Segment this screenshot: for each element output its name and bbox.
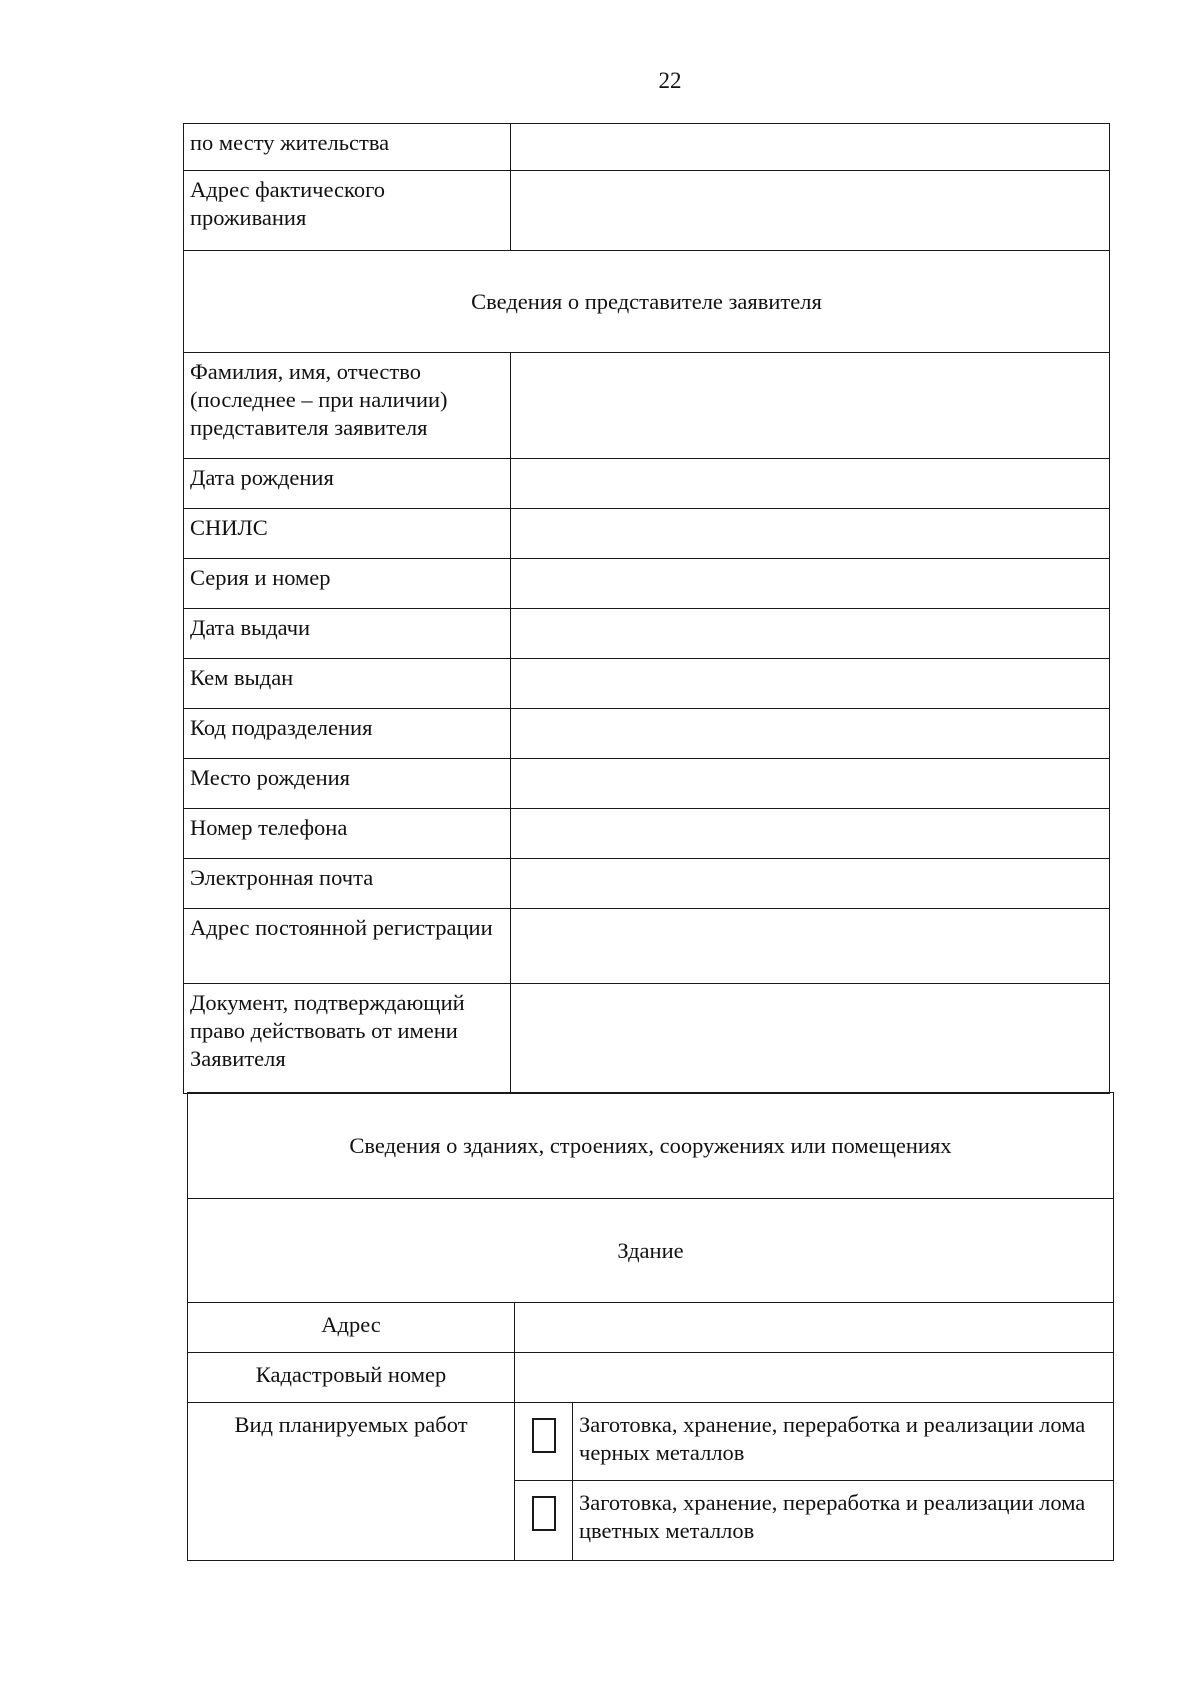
table-row — [188, 1303, 1114, 1353]
field-value-authority-document[interactable] — [511, 984, 1110, 1094]
table-row — [184, 124, 1110, 171]
field-label-cadastral-number: Кадастровый номер — [188, 1353, 515, 1403]
table-row — [188, 1353, 1114, 1403]
buildings-section-title: Сведения о зданиях, строениях, сооружениях или помещениях — [188, 1093, 1114, 1199]
field-label-work-type: Вид планируемых работ — [188, 1403, 515, 1561]
nonferrous-metals-option-label: Заготовка, хранение, переработка и реализации лома цветных металлов — [573, 1481, 1114, 1561]
section-row — [188, 1093, 1114, 1199]
field-label-residence: по месту жительства — [184, 124, 511, 171]
ferrous-metals-option-label: Заготовка, хранение, переработка и реализации лома черных металлов — [573, 1403, 1114, 1481]
nonferrous-metals-checkbox[interactable] — [532, 1496, 556, 1531]
field-label-rep-full-name: Фамилия, имя, отчество (последнее – при наличии) представителя заявителя — [184, 353, 511, 459]
table-row — [184, 559, 1110, 609]
field-value-division-code[interactable] — [511, 709, 1110, 759]
table-row — [184, 609, 1110, 659]
field-label-passport-series-number: Серия и номер — [184, 559, 511, 609]
field-value-actual-address[interactable] — [511, 171, 1110, 251]
table-row — [184, 859, 1110, 909]
field-value-phone[interactable] — [511, 809, 1110, 859]
table-row — [184, 509, 1110, 559]
field-label-registration-address: Адрес постоянной регистрации — [184, 909, 511, 984]
ferrous-metals-checkbox[interactable] — [532, 1418, 556, 1453]
table-row — [184, 171, 1110, 251]
field-label-phone: Номер телефона — [184, 809, 511, 859]
field-label-email: Электронная почта — [184, 859, 511, 909]
checkbox-cell — [515, 1481, 573, 1561]
field-value-birth-place[interactable] — [511, 759, 1110, 809]
table-row — [188, 1403, 1114, 1481]
building-subtitle: Здание — [188, 1199, 1114, 1303]
field-value-birth-date[interactable] — [511, 459, 1110, 509]
table-row — [184, 759, 1110, 809]
table-row — [184, 459, 1110, 509]
page-number: 22 — [658, 68, 682, 93]
field-value-rep-full-name[interactable] — [511, 353, 1110, 459]
field-value-email[interactable] — [511, 859, 1110, 909]
table-row — [184, 353, 1110, 459]
field-label-issue-date: Дата выдачи — [184, 609, 511, 659]
field-value-building-address[interactable] — [515, 1303, 1114, 1353]
field-value-passport-series-number[interactable] — [511, 559, 1110, 609]
representative-section-title: Сведения о представителе заявителя — [184, 251, 1110, 353]
field-value-cadastral-number[interactable] — [515, 1353, 1114, 1403]
checkbox-cell — [515, 1403, 573, 1481]
field-label-division-code: Код подразделения — [184, 709, 511, 759]
table-row — [184, 909, 1110, 984]
section-row — [184, 251, 1110, 353]
table-row — [184, 984, 1110, 1094]
field-value-issue-date[interactable] — [511, 609, 1110, 659]
field-label-snils: СНИЛС — [184, 509, 511, 559]
field-label-actual-address: Адрес фактического проживания — [184, 171, 511, 251]
table-row — [184, 709, 1110, 759]
field-value-residence[interactable] — [511, 124, 1110, 171]
table-row — [184, 809, 1110, 859]
field-label-birth-date: Дата рождения — [184, 459, 511, 509]
field-label-issued-by: Кем выдан — [184, 659, 511, 709]
field-label-building-address: Адрес — [188, 1303, 515, 1353]
field-value-registration-address[interactable] — [511, 909, 1110, 984]
building-form-table — [187, 1092, 1114, 1561]
section-row — [188, 1199, 1114, 1303]
field-label-birth-place: Место рождения — [184, 759, 511, 809]
field-value-issued-by[interactable] — [511, 659, 1110, 709]
representative-form-table — [183, 123, 1110, 1094]
table-row — [184, 659, 1110, 709]
field-value-snils[interactable] — [511, 509, 1110, 559]
field-label-authority-document: Документ, подтверждающий право действовать от имени Заявителя — [184, 984, 511, 1094]
